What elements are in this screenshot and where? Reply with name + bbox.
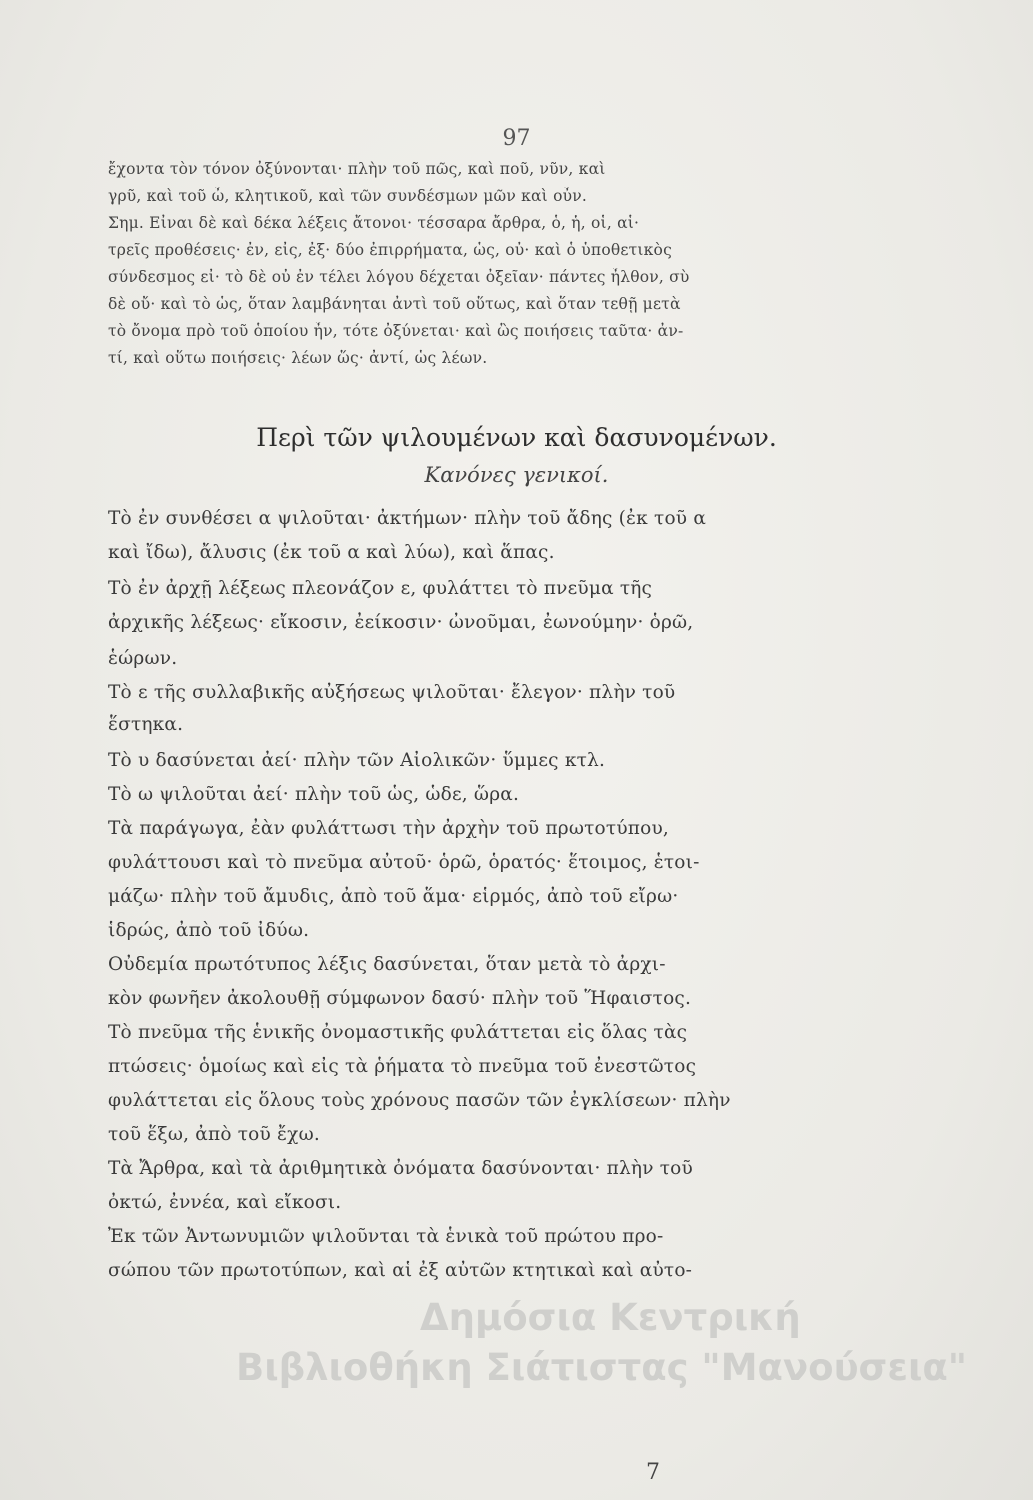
- top-line: Σημ. Εἶναι δὲ καὶ δέκα λέξεις ἄτονοι· τέσσαρα ἄρθρα, ὁ, ἡ, οἱ, αἱ·: [108, 214, 640, 232]
- body-line: ἱδρώς, ἀπὸ τοῦ ἰδύω.: [108, 920, 310, 941]
- body-line: Τὰ Ἄρθρα, καὶ τὰ ἀριθμητικὰ ὀνόματα δασύνονται· πλὴν τοῦ: [108, 1158, 693, 1179]
- body-line: σώπου τῶν πρωτοτύπων, καὶ αἱ ἐξ αὐτῶν κτητικαὶ καὶ αὐτο-: [108, 1260, 693, 1281]
- body-line: μάζω· πλὴν τοῦ ἄμυδις, ἀπὸ τοῦ ἅμα· εἱρμός, ἀπὸ τοῦ εἴρω·: [108, 886, 679, 907]
- top-line: γρῦ, καὶ τοῦ ὦ, κλητικοῦ, καὶ τῶν συνδέσμων μῶν καὶ οὖν.: [108, 187, 587, 205]
- body-line: τοῦ ἕξω, ἀπὸ τοῦ ἔχω.: [108, 1124, 320, 1145]
- body-line: Ἐκ τῶν Ἀντωνυμιῶν ψιλοῦνται τὰ ἑνικὰ τοῦ πρώτου προ-: [108, 1226, 664, 1247]
- top-line: τὸ ὄνομα πρὸ τοῦ ὁποίου ἦν, τότε ὀξύνεται· καὶ ὣς ποιήσεις ταῦτα· ἀν-: [108, 322, 684, 340]
- body-line: Τὸ ω ψιλοῦται ἀεί· πλὴν τοῦ ὡς, ὧδε, ὥρα.: [108, 784, 520, 805]
- body-line: ἀρχικῆς λέξεως· εἴκοσιν, ἐείκοσιν· ὠνοῦμαι, ἐωνούμην· ὁρῶ,: [108, 612, 694, 633]
- body-line: Οὐδεμία πρωτότυπος λέξις δασύνεται, ὅταν μετὰ τὸ ἀρχι-: [108, 954, 666, 975]
- body-line: Τὸ ἐν ἀρχῇ λέξεως πλεονάζον ε, φυλάττει τὸ πνεῦμα τῆς: [108, 578, 653, 599]
- top-line: δὲ οὔ· καὶ τὸ ὡς, ὅταν λαμβάνηται ἀντὶ τοῦ οὕτως, καὶ ὅταν τεθῇ μετὰ: [108, 295, 681, 313]
- page-number: 97: [502, 126, 531, 151]
- body-line: φυλάττεται εἰς ὅλους τοὺς χρόνους πασῶν τῶν ἐγκλίσεων· πλὴν: [108, 1090, 731, 1111]
- body-line: πτώσεις· ὁμοίως καὶ εἰς τὰ ῥήματα τὸ πνεῦμα τοῦ ἐνεστῶτος: [108, 1056, 697, 1077]
- signature-mark: 7: [646, 1460, 660, 1485]
- top-line: σύνδεσμος εἰ· τὸ δὲ οὐ ἐν τέλει λόγου δέχεται ὀξεῖαν· πάντες ἦλθον, σὺ: [108, 268, 690, 286]
- body-line: ἕστηκα.: [108, 714, 184, 735]
- body-line: Τὰ παράγωγα, ἐὰν φυλάττωσι τὴν ἀρχὴν τοῦ πρωτοτύπου,: [108, 818, 670, 839]
- body-line: καὶ ἴδω), ἄλυσις (ἐκ τοῦ α καὶ λύω), καὶ ἅπας.: [108, 542, 555, 563]
- watermark-line-1: Δημόσια Κεντρική: [420, 1296, 801, 1339]
- top-line: ἔχοντα τὸν τόνον ὀξύνονται· πλὴν τοῦ πῶς, καὶ ποῦ, νῦν, καὶ: [108, 160, 606, 178]
- body-line: Τὸ ἐν συνθέσει α ψιλοῦται· ἀκτήμων· πλὴν τοῦ ἄδης (ἐκ τοῦ α: [108, 508, 707, 529]
- body-line: κὸν φωνῆεν ἀκολουθῇ σύμφωνον δασύ· πλὴν τοῦ Ἥφαιστος.: [108, 988, 692, 1009]
- body-line: Τὸ υ δασύνεται ἀεί· πλὴν τῶν Αἰολικῶν· ὕμμες κτλ.: [108, 750, 606, 771]
- top-line: τρεῖς προθέσεις· ἐν, εἰς, ἐξ· δύο ἐπιρρήματα, ὡς, οὐ· καὶ ὁ ὑποθετικὸς: [108, 241, 672, 259]
- body-line: ἑώρων.: [108, 648, 178, 669]
- section-heading: Περὶ τῶν ψιλουμένων καὶ δασυνομένων.: [256, 423, 777, 452]
- top-line: τί, καὶ οὕτω ποιήσεις· λέων ὥς· ἀντί, ὡς λέων.: [108, 349, 488, 367]
- body-line: Τὸ ε τῆς συλλαβικῆς αὐξήσεως ψιλοῦται· ἔλεγον· πλὴν τοῦ: [108, 682, 676, 703]
- section-subheading: Κανόνες γενικοί.: [424, 463, 609, 487]
- body-line: φυλάττουσι καὶ τὸ πνεῦμα αὐτοῦ· ὁρῶ, ὁρατός· ἕτοιμος, ἑτοι-: [108, 852, 700, 873]
- watermark-line-2: Βιβλιοθήκη Σιάτιστας "Μανούσεια": [236, 1346, 968, 1389]
- body-line: Τὸ πνεῦμα τῆς ἑνικῆς ὀνομαστικῆς φυλάττεται εἰς ὅλας τὰς: [108, 1022, 688, 1043]
- body-line: ὀκτώ, ἐννέα, καὶ εἴκοσι.: [108, 1192, 342, 1213]
